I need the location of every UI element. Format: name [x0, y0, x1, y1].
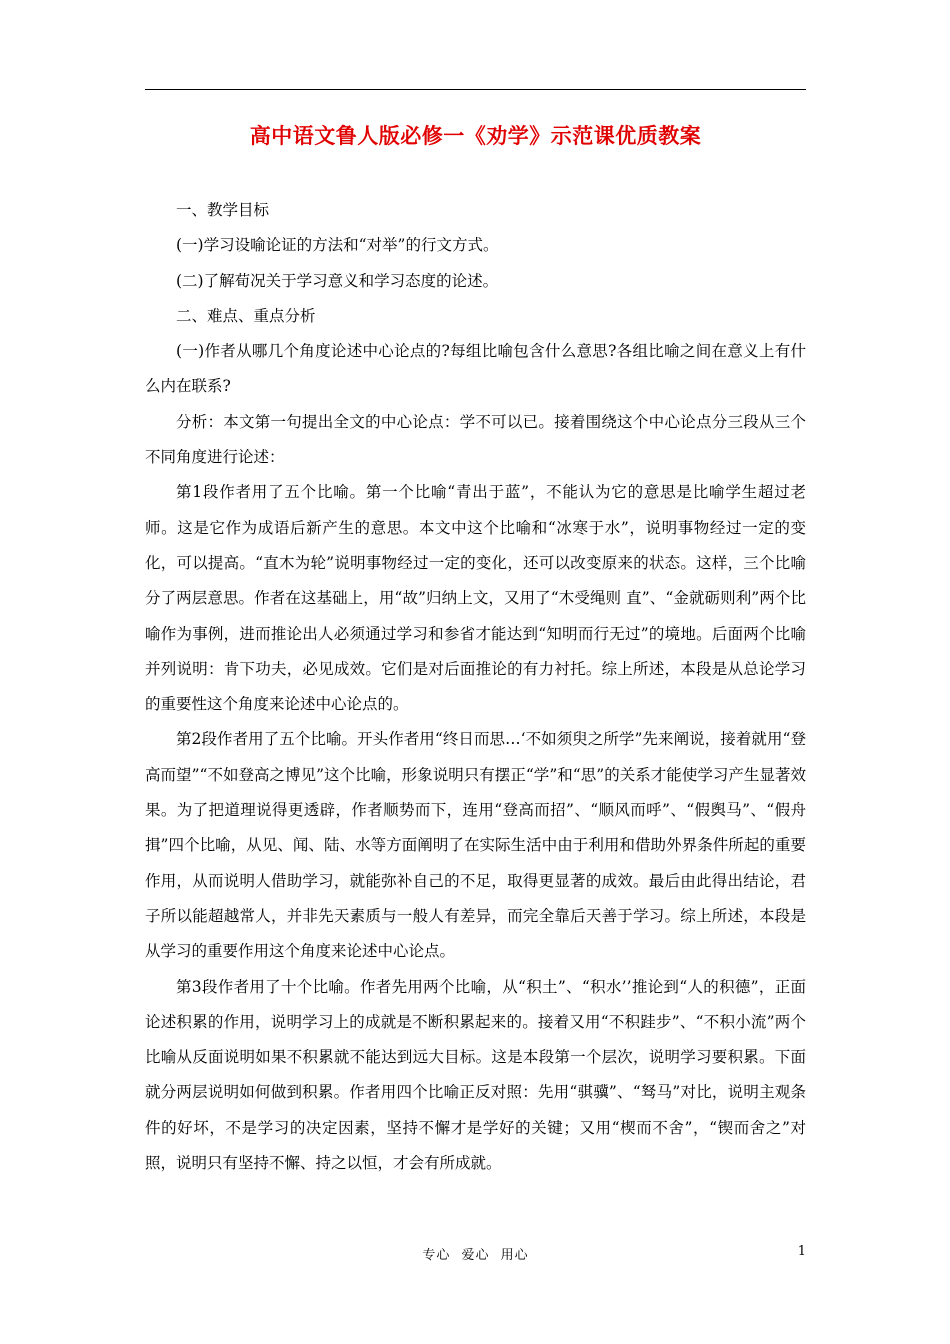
header-rule [145, 89, 806, 90]
objective-item-2: (二)了解荀况关于学习意义和学习态度的论述。 [176, 271, 499, 290]
footer-motto: 专心 爱心 用心 [422, 1248, 529, 1263]
analysis-paragraph-3: 第3段作者用了十个比喻。作者先用两个比喻，从“积土”、“积水’’推论到“人的积德”，正面论述积累的作用，说明学习上的成就是不断积累起来的。接着又用“不积跬步”、“不积小流”两个比喻从反面说明如果不积累就不能达到远大目标。这是本段第一个层次，说明学习要积累。下面就分两层说明如何做到积累。作者用四个比喻正反对照：先用“骐骥”、“驽马”对比，说明主观条件的好坏，不是学习的决定因素，坚持不懈才是学好的关键；又用“楔而不舍”，“锲而舍之”对照，说明只有坚持不懈、持之以恒，才会有所成就。 [145, 977, 806, 1173]
page-number: 1 [797, 1244, 806, 1259]
analysis-intro: 分析：本文第一句提出全文的中心论点：学不可以已。接着围绕这个中心论点分三段从三个不同角度进行论述： [145, 412, 806, 467]
analysis-question: (一)作者从哪几个角度论述中心论点的?每组比喻包含什么意思?各组比喻之间在意义上有什么内在联系? [145, 342, 806, 396]
document-title: 高中语文鲁人版必修一《劝学》示范课优质教案 [249, 123, 702, 148]
section-heading-analysis: 二、难点、重点分析 [176, 306, 316, 325]
page-footer [145, 1244, 806, 1264]
objective-item-1: (一)学习设喻论证的方法和“对举”的行文方式。 [176, 236, 499, 255]
document-body [145, 193, 806, 1181]
analysis-paragraph-2: 第2段作者用了五个比喻。开头作者用“终日而思…‘不如须臾之所学”先来阐说，接着就用“登高而望”“不如登高之博见”这个比喻，形象说明只有摆正“学”和“思”的关系才能使学习产生显著效果。为了把道理说得更透辟，作者顺势而下，连用“登高而招”、“顺风而呼”、“假舆马”、“假舟揖”四个比喻，从见、闻、陆、水等方面阐明了在实际生活中由于利用和借助外界条件所起的重要作用，从而说明人借助学习，就能弥补自己的不足，取得更显著的成效。最后由此得出结论，君子所以能超越常人，并非先天素质与一般人有差异，而完全靠后天善于学习。综上所述，本段是从学习的重要作用这个角度来论述中心论点。 [145, 730, 806, 961]
analysis-paragraph-1: 第1段作者用了五个比喻。第一个比喻“青出于蓝”，不能认为它的意思是比喻学生超过老师。这是它作为成语后新产生的意思。本文中这个比喻和“冰寒于水”，说明事物经过一定的变化，可以提高。“直木为轮”说明事物经过一定的变化，还可以改变原来的状态。这样，三个比喻分了两层意思。作者在这基础上，用“故”归纳上文，又用了“木受绳则 直”、“金就砺则利”两个比喻作为事例，进而推论出人必须通过学习和参省才能达到“知明而行无过”的境地。后面两个比喻并列说明：肯下功夫，必见成效。它们是对后面推论的有力衬托。综上所述，本段是从总论学习的重要性这个角度来论述中心论点的。 [145, 483, 806, 714]
section-heading-objectives: 一、教学目标 [176, 201, 270, 219]
